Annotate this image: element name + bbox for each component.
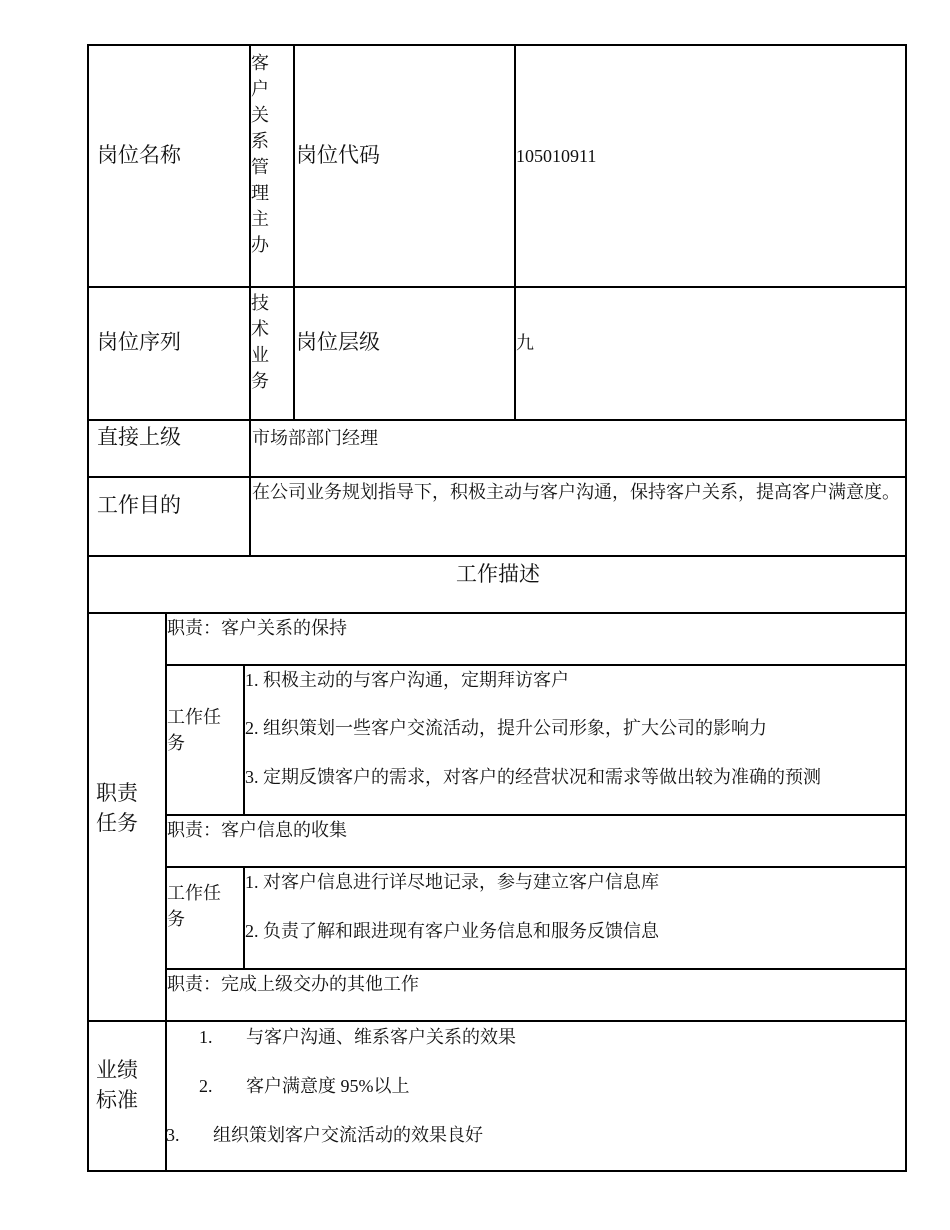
post-name-value: 客户关系管理主办 <box>251 53 269 255</box>
table-border-top <box>87 44 907 46</box>
duty-title: 职责：完成上级交办的其他工作 <box>167 974 419 994</box>
row-divider <box>87 1020 907 1022</box>
sequence-label: 岗位序列 <box>97 330 181 354</box>
row-divider <box>87 419 907 421</box>
performance-item: 组织策划客户交流活动的效果良好 <box>213 1125 483 1145</box>
row-divider <box>165 664 907 666</box>
duties-section-label: 职责任务 <box>96 781 138 835</box>
performance-label: 业绩标准 <box>96 1058 138 1112</box>
row-divider <box>87 476 907 478</box>
row-divider <box>165 814 907 816</box>
task-label: 工作任务 <box>167 883 221 929</box>
post-code-value: 105010911 <box>516 146 597 166</box>
row-divider <box>87 555 907 557</box>
post-code-label: 岗位代码 <box>296 143 380 167</box>
duty-title: 职责：客户关系的保持 <box>167 618 347 638</box>
performance-item-number: 2. <box>199 1076 213 1096</box>
post-name-label: 岗位名称 <box>97 143 181 167</box>
level-value: 九 <box>516 333 534 353</box>
task-label: 工作任务 <box>167 707 221 753</box>
level-label: 岗位层级 <box>296 330 380 354</box>
row-divider <box>165 866 907 868</box>
performance-item: 客户满意度 95%以上 <box>246 1076 410 1096</box>
table-border-bottom <box>87 1170 907 1172</box>
task-item: 1. 对客户信息进行详尽地记录，参与建立客户信息库 <box>245 872 659 892</box>
duty-title: 职责：客户信息的收集 <box>167 820 347 840</box>
performance-item-number: 3. <box>166 1125 180 1145</box>
performance-item: 与客户沟通、维系客户关系的效果 <box>246 1027 516 1047</box>
task-item: 2. 负责了解和跟进现有客户业务信息和服务反馈信息 <box>245 921 659 941</box>
row-divider <box>87 286 907 288</box>
column-divider <box>514 44 516 421</box>
column-divider <box>293 44 295 421</box>
superior-value: 市场部部门经理 <box>252 428 378 448</box>
task-item: 1. 积极主动的与客户沟通，定期拜访客户 <box>245 670 569 690</box>
work-description-title: 工作描述 <box>456 562 540 586</box>
performance-item-number: 1. <box>199 1027 213 1047</box>
task-item: 2. 组织策划一些客户交流活动，提升公司形象，扩大公司的影响力 <box>245 718 767 738</box>
table-border-right <box>905 44 907 1172</box>
row-divider <box>87 612 907 614</box>
row-divider <box>165 968 907 970</box>
sequence-value: 技术业务 <box>251 293 269 391</box>
purpose-label: 工作目的 <box>97 493 181 517</box>
superior-label: 直接上级 <box>97 425 181 449</box>
purpose-value: 在公司业务规划指导下，积极主动与客户沟通，保持客户关系，提高客户满意度。 <box>252 482 900 502</box>
table-border-left <box>87 44 89 1172</box>
task-item: 3. 定期反馈客户的需求，对客户的经营状况和需求等做出较为准确的预测 <box>245 767 821 787</box>
